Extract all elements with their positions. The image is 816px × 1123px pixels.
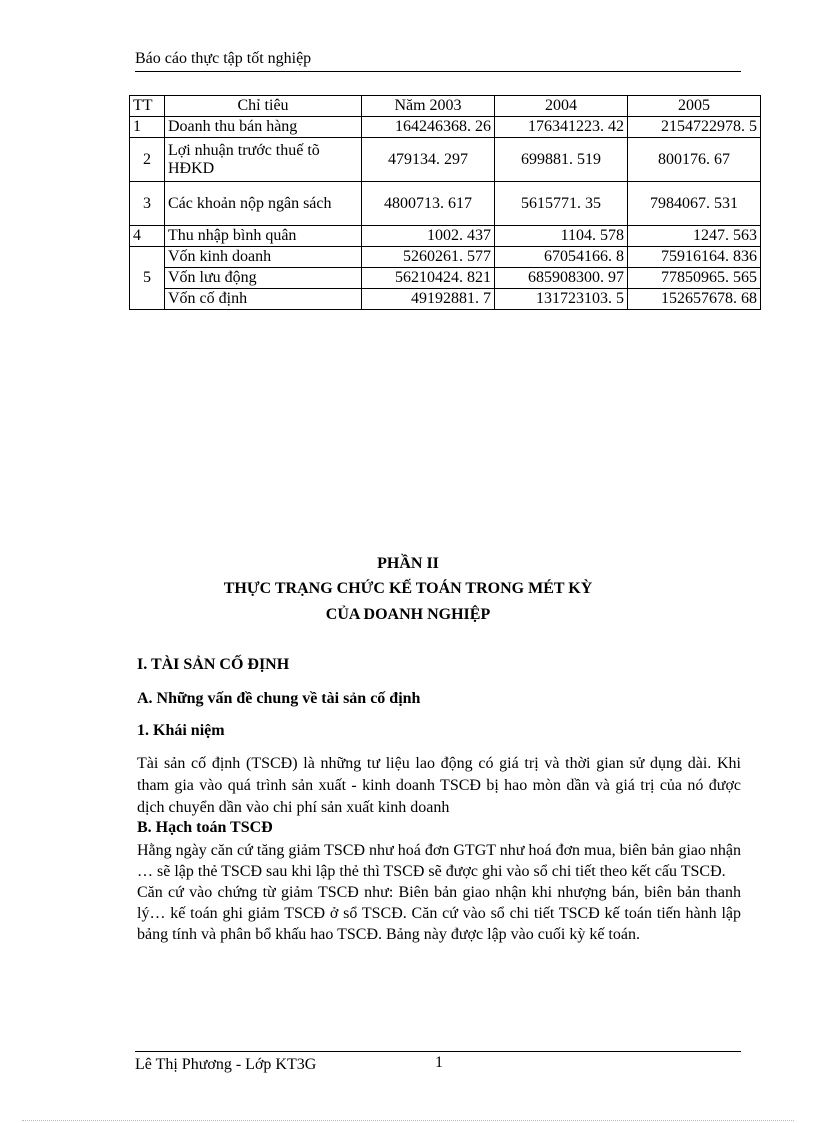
cell-2003: 56210424. 821	[362, 268, 495, 289]
accounting-paragraph-1: Hằng ngày căn cứ tăng giảm TSCĐ như hoá đơn GTGT như hoá đơn mua, biên bản giao nhận … sẽ lập thẻ TSCĐ sau khi lập thẻ thì TSCĐ sẽ được ghi vào sổ chi tiết theo kết cấu TSCĐ.	[137, 842, 741, 880]
cell-indicator: Lợi nhuận trước thuế tõ HĐKD	[165, 138, 362, 182]
page-bottom-divider	[22, 1120, 794, 1121]
footer-author: Lê Thị Phương - Lớp KT3G	[135, 1056, 317, 1073]
header-2003: Năm 2003	[362, 96, 495, 117]
cell-2004: 699881. 519	[495, 138, 628, 182]
cell-2003: 1002. 437	[362, 226, 495, 247]
cell-2005: 77850965. 565	[628, 268, 761, 289]
cell-2003: 5260261. 577	[362, 247, 495, 268]
table-row	[130, 182, 761, 226]
cell-2005: 7984067. 531	[628, 182, 761, 226]
cell-indicator: Vốn lưu động	[165, 268, 362, 289]
cell-indicator: Vốn cố định	[165, 289, 362, 310]
table-row	[130, 138, 761, 182]
subsection-heading-general: A. Những vấn đề chung về tài sản cố định	[137, 690, 421, 707]
cell-tt: 4	[130, 226, 165, 247]
header-2004: 2004	[495, 96, 628, 117]
page-number: 1	[435, 1054, 443, 1071]
section-heading-fixed-assets: I. TÀI SẢN CỐ ĐỊNH	[137, 656, 290, 673]
header-2005: 2005	[628, 96, 761, 117]
concept-paragraph: Tài sản cố định (TSCĐ) là những tư liệu lao động có giá trị và thời gian sử dụng dài. Khi tham gia vào quá trình sản xuất - kinh doanh TSCĐ bị hao mòn dần và giá trị của nó được dịch chuyển dần vào chi phí sản xuất kinh doanh	[137, 755, 741, 816]
table-header-row	[130, 96, 761, 117]
footer-rule	[135, 1051, 741, 1052]
cell-tt: 2	[130, 138, 165, 182]
cell-tt: 1	[130, 117, 165, 138]
header-rule	[135, 71, 741, 72]
cell-2004: 67054166. 8	[495, 247, 628, 268]
table-row	[130, 117, 761, 138]
table-row	[130, 226, 761, 247]
part-title-line2: CỦA DOANH NGHIỆP	[325, 606, 491, 623]
cell-indicator: Vốn kinh doanh	[165, 247, 362, 268]
cell-indicator: Doanh thu bán hàng	[165, 117, 362, 138]
cell-2004: 5615771. 35	[495, 182, 628, 226]
cell-2003: 49192881. 7	[362, 289, 495, 310]
cell-2003: 479134. 297	[362, 138, 495, 182]
accounting-paragraph-2: Căn cứ vào chứng từ giảm TSCĐ như: Biên bản giao nhận khi nhượng bán, biên bản thanh lý… kế toán ghi giảm TSCĐ ở sổ TSCĐ. Căn cứ vào sổ chi tiết TSCĐ kế toán tiến hành lập bảng tính và phân bổ khấu hao TSCĐ. Bảng này được lập vào cuối kỳ kế toán.	[137, 884, 741, 943]
cell-tt: 5	[130, 247, 165, 310]
header-indicator: Chỉ tiêu	[165, 96, 362, 117]
cell-2005: 1247. 563	[628, 226, 761, 247]
table-row	[130, 268, 761, 289]
cell-2003: 164246368. 26	[362, 117, 495, 138]
cell-tt: 3	[130, 182, 165, 226]
cell-2003: 4800713. 617	[362, 182, 495, 226]
part-title-line1: THỰC TRẠNG CHỨC KẾ TOÁN TRONG MÉT KỲ	[223, 580, 593, 597]
cell-2004: 131723103. 5	[495, 289, 628, 310]
cell-indicator: Thu nhập bình quân	[165, 226, 362, 247]
cell-2005: 800176. 67	[628, 138, 761, 182]
cell-2005: 2154722978. 5	[628, 117, 761, 138]
cell-2004: 1104. 578	[495, 226, 628, 247]
part-label: PHẦN II	[377, 555, 439, 572]
page-header-title: Báo cáo thực tập tốt nghiệp	[135, 50, 312, 67]
subsection-heading-accounting: B. Hạch toán TSCĐ	[137, 819, 273, 836]
accounting-text	[137, 840, 741, 945]
cell-2004: 176341223. 42	[495, 117, 628, 138]
cell-2004: 685908300. 97	[495, 268, 628, 289]
cell-indicator: Các khoản nộp ngân sách	[165, 182, 362, 226]
item-heading-concept: 1. Khái niệm	[137, 722, 225, 739]
table-row	[130, 289, 761, 310]
cell-2005: 75916164. 836	[628, 247, 761, 268]
table-row	[130, 247, 761, 268]
cell-2005: 152657678. 68	[628, 289, 761, 310]
financial-indicators-table	[129, 95, 761, 310]
header-tt: TT	[130, 96, 165, 117]
